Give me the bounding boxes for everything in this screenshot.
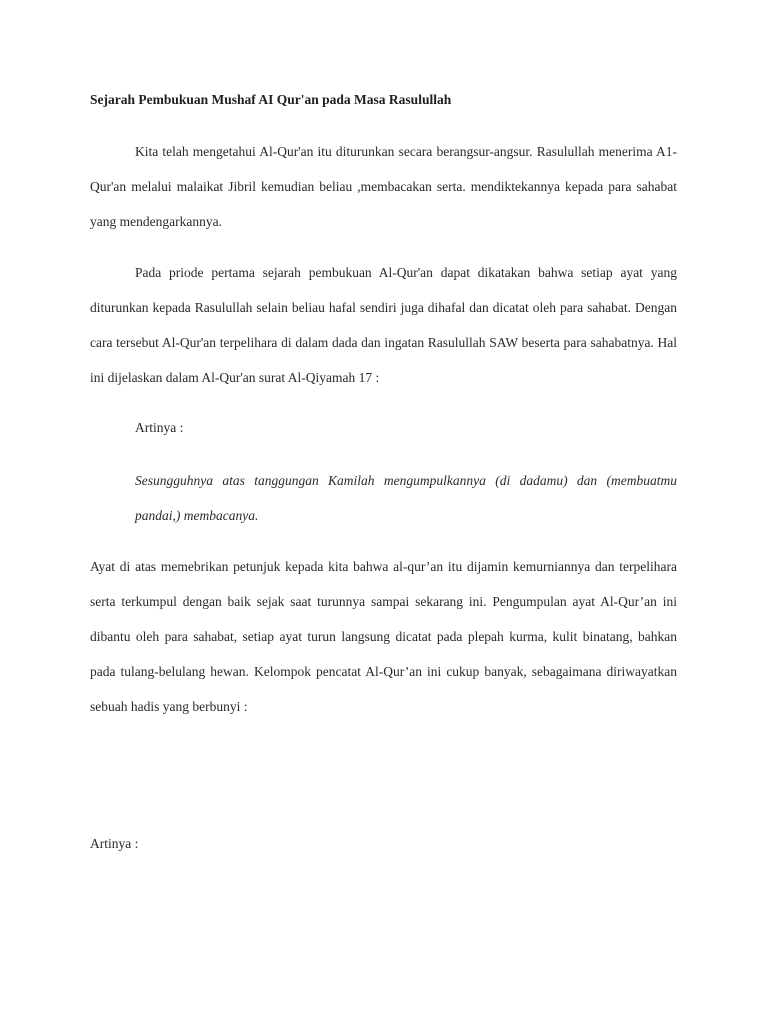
- artinya-label-1: Artinya :: [135, 420, 184, 435]
- paragraph-2: Pada priode pertama sejarah pembukuan Al-Qur'an dapat dikatakan bahwa setiap ayat yang diturunkan kepada Rasulullah selain beliau hafal sendiri juga dihafal dan dicatat oleh para sahabat. Dengan cara tersebut Al-Qur'an terpelihara di dalam dada dan ingatan Rasulullah SAW beserta para sahabatnya. Hal ini dijelaskan dalam Al-Qur'an surat Al-Qiyamah 17 :: [90, 265, 677, 385]
- verse-translation: Sesungguhnya atas tanggungan Kamilah mengumpulkannya (di dadamu) dan (membuatmu pandai,) membacanya.: [135, 473, 677, 523]
- paragraph-1: Kita telah mengetahui Al-Qur'an itu diturunkan secara berangsur-angsur. Rasulullah menerima A1-Qur'an melalui malaikat Jibril kemudian beliau ,membacakan serta. mendiktekannya kepada para sahabat yang mendengarkannya.: [90, 144, 677, 229]
- artinya-label-2: Artinya :: [90, 836, 139, 851]
- document-title: Sejarah Pembukuan Mushaf AI Qur'an pada Masa Rasulullah: [90, 92, 452, 107]
- paragraph-3: Ayat di atas memebrikan petunjuk kepada kita bahwa al-qur’an itu dijamin kemurniannya dan terpelihara serta terkumpul dengan baik sejak saat turunnya sampai sekarang ini. Pengumpulan ayat Al-Qur’an ini dibantu oleh para sahabat, setiap ayat turun langsung dicatat pada plepah kurma, kulit binatang, bahkan pada tulang-belulang hewan. Kelompok pencatat Al-Qur’an ini cukup banyak, sebagaimana diriwayatkan sebuah hadis yang berbunyi :: [90, 559, 677, 714]
